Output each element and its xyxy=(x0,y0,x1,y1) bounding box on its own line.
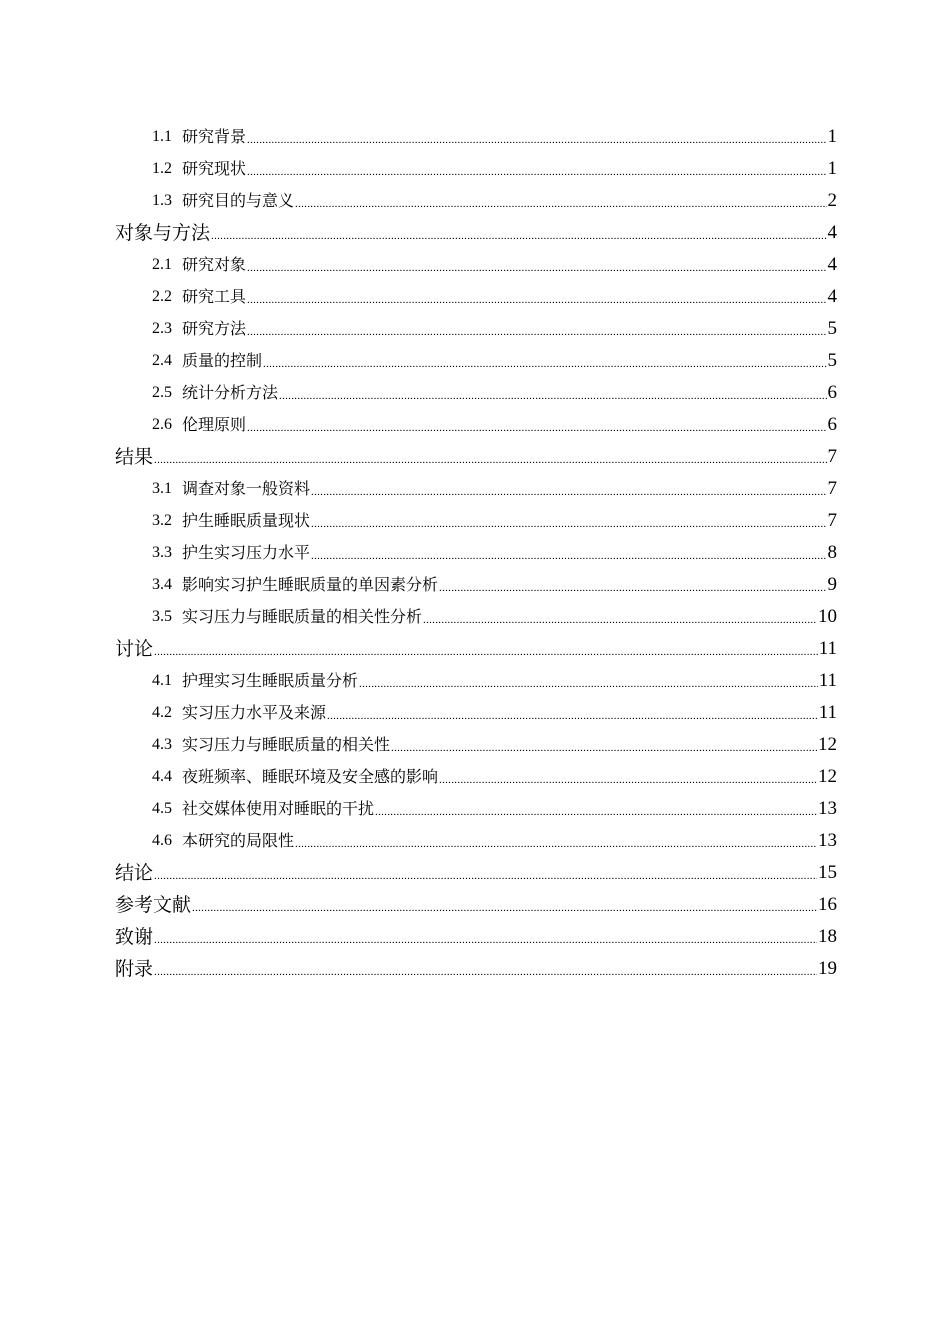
toc-entry-title: 研究对象 xyxy=(182,255,247,274)
toc-page-number: 18 xyxy=(818,926,837,947)
toc-entry-number: 1.3 xyxy=(152,192,172,209)
toc-dot-leader xyxy=(423,606,817,628)
toc-chapter-entry[interactable] xyxy=(115,436,837,468)
toc-section-entry[interactable] xyxy=(115,660,837,692)
toc-chapter-entry[interactable] xyxy=(115,852,837,884)
toc-entry-title: 实习压力与睡眠质量的相关性 xyxy=(182,735,391,754)
toc-entry-title: 护生睡眠质量现状 xyxy=(182,511,311,530)
toc-entry-title: 参考文献 xyxy=(115,894,192,916)
toc-page-number: 9 xyxy=(827,574,837,595)
toc-dot-leader xyxy=(211,222,826,244)
toc-entry-number: 3.5 xyxy=(152,608,172,625)
toc-dot-leader xyxy=(391,734,817,756)
toc-dot-leader xyxy=(439,574,826,596)
toc-page-number: 13 xyxy=(818,798,837,819)
toc-section-entry[interactable] xyxy=(115,724,837,756)
toc-page-number: 4 xyxy=(827,254,837,275)
toc-page-number: 11 xyxy=(818,670,837,691)
toc-section-entry[interactable] xyxy=(115,404,837,436)
toc-dot-leader xyxy=(295,190,826,212)
toc-page-number: 1 xyxy=(827,158,837,179)
toc-entry-title: 调查对象一般资料 xyxy=(182,479,311,498)
toc-section-entry[interactable] xyxy=(115,532,837,564)
toc-dot-leader xyxy=(327,702,818,724)
toc-dot-leader xyxy=(192,894,817,916)
toc-entry-title: 夜班频率、睡眠环境及安全感的影响 xyxy=(182,767,439,786)
toc-entry-number: 2.3 xyxy=(152,320,172,337)
toc-entry-number: 4.4 xyxy=(152,768,172,785)
toc-page-number: 19 xyxy=(818,958,837,979)
toc-section-entry[interactable] xyxy=(115,148,837,180)
toc-page-number: 5 xyxy=(827,318,837,339)
toc-page-number: 15 xyxy=(818,862,837,883)
toc-page-number: 7 xyxy=(827,510,837,531)
toc-entry-title: 讨论 xyxy=(115,638,154,660)
toc-page-number: 6 xyxy=(827,382,837,403)
toc-dot-leader xyxy=(154,862,817,884)
toc-section-entry[interactable] xyxy=(115,340,837,372)
toc-section-entry[interactable] xyxy=(115,596,837,628)
toc-entry-title: 护生实习压力水平 xyxy=(182,543,311,562)
toc-dot-leader xyxy=(311,510,826,532)
toc-entry-number: 3.1 xyxy=(152,480,172,497)
toc-entry-title: 致谢 xyxy=(115,926,154,948)
toc-chapter-entry[interactable] xyxy=(115,884,837,916)
toc-entry-number: 2.2 xyxy=(152,288,172,305)
toc-entry-title: 本研究的局限性 xyxy=(182,831,295,850)
toc-entry-number: 1.2 xyxy=(152,160,172,177)
toc-dot-leader xyxy=(247,158,826,180)
toc-page-number: 13 xyxy=(818,830,837,851)
toc-chapter-entry[interactable] xyxy=(115,916,837,948)
toc-section-entry[interactable] xyxy=(115,820,837,852)
toc-section-entry[interactable] xyxy=(115,276,837,308)
toc-page-number: 8 xyxy=(827,542,837,563)
toc-entry-title: 附录 xyxy=(115,958,154,980)
toc-dot-leader xyxy=(279,382,826,404)
toc-page-number: 7 xyxy=(827,446,837,467)
toc-dot-leader xyxy=(247,254,826,276)
toc-entry-title: 研究目的与意义 xyxy=(182,191,295,210)
toc-entry-title: 统计分析方法 xyxy=(182,383,279,402)
toc-entry-title: 结论 xyxy=(115,862,154,884)
toc-page-number: 6 xyxy=(827,414,837,435)
toc-entry-number: 2.6 xyxy=(152,416,172,433)
toc-section-entry[interactable] xyxy=(115,564,837,596)
toc-dot-leader xyxy=(439,766,817,788)
toc-page-number: 4 xyxy=(827,286,837,307)
toc-dot-leader xyxy=(359,670,818,692)
toc-dot-leader xyxy=(247,126,826,148)
toc-entry-number: 3.4 xyxy=(152,576,172,593)
toc-entry-number: 2.5 xyxy=(152,384,172,401)
toc-entry-title: 实习压力与睡眠质量的相关性分析 xyxy=(182,607,423,626)
table-of-contents xyxy=(115,116,837,980)
toc-page-number: 12 xyxy=(818,766,837,787)
toc-entry-title: 对象与方法 xyxy=(115,222,211,244)
toc-entry-title: 研究工具 xyxy=(182,287,247,306)
toc-dot-leader xyxy=(311,478,826,500)
toc-entry-number: 3.2 xyxy=(152,512,172,529)
toc-section-entry[interactable] xyxy=(115,372,837,404)
toc-dot-leader xyxy=(295,830,817,852)
toc-section-entry[interactable] xyxy=(115,308,837,340)
toc-dot-leader xyxy=(154,638,818,660)
toc-entry-title: 研究背景 xyxy=(182,127,247,146)
toc-entry-title: 伦理原则 xyxy=(182,415,247,434)
toc-dot-leader xyxy=(154,958,817,980)
toc-entry-title: 护理实习生睡眠质量分析 xyxy=(182,671,359,690)
toc-entry-number: 1.1 xyxy=(152,128,172,145)
toc-entry-title: 社交媒体使用对睡眠的干扰 xyxy=(182,799,375,818)
toc-section-entry[interactable] xyxy=(115,244,837,276)
toc-section-entry[interactable] xyxy=(115,788,837,820)
toc-dot-leader xyxy=(247,286,826,308)
toc-entry-number: 4.3 xyxy=(152,736,172,753)
toc-page-number: 10 xyxy=(818,606,837,627)
toc-page-number: 7 xyxy=(827,478,837,499)
toc-page-number: 2 xyxy=(827,190,837,211)
toc-dot-leader xyxy=(263,350,826,372)
toc-page-number: 4 xyxy=(827,222,837,243)
toc-section-entry[interactable] xyxy=(115,756,837,788)
toc-chapter-entry[interactable] xyxy=(115,948,837,980)
toc-section-entry[interactable] xyxy=(115,180,837,212)
toc-page-number: 16 xyxy=(818,894,837,915)
toc-section-entry[interactable] xyxy=(115,116,837,148)
toc-section-entry[interactable] xyxy=(115,692,837,724)
toc-entry-number: 4.2 xyxy=(152,704,172,721)
toc-dot-leader xyxy=(154,926,817,948)
toc-dot-leader xyxy=(154,446,826,468)
toc-page-number: 11 xyxy=(818,702,837,723)
toc-entry-title: 质量的控制 xyxy=(182,351,263,370)
toc-dot-leader xyxy=(375,798,817,820)
toc-entry-title: 研究现状 xyxy=(182,159,247,178)
toc-entry-title: 研究方法 xyxy=(182,319,247,338)
toc-section-entry[interactable] xyxy=(115,500,837,532)
toc-entry-number: 4.6 xyxy=(152,832,172,849)
toc-entry-title: 结果 xyxy=(115,446,154,468)
toc-entry-number: 2.1 xyxy=(152,256,172,273)
toc-chapter-entry[interactable] xyxy=(115,628,837,660)
toc-entry-title: 影响实习护生睡眠质量的单因素分析 xyxy=(182,575,439,594)
toc-dot-leader xyxy=(247,318,826,340)
toc-dot-leader xyxy=(247,414,826,436)
toc-entry-number: 4.5 xyxy=(152,800,172,817)
toc-entry-title: 实习压力水平及来源 xyxy=(182,703,327,722)
toc-dot-leader xyxy=(311,542,826,564)
toc-page-number: 5 xyxy=(827,350,837,371)
toc-page-number: 1 xyxy=(827,126,837,147)
toc-page-number: 11 xyxy=(818,638,837,659)
toc-entry-number: 2.4 xyxy=(152,352,172,369)
toc-entry-number: 3.3 xyxy=(152,544,172,561)
toc-page-number: 12 xyxy=(818,734,837,755)
toc-entry-number: 4.1 xyxy=(152,672,172,689)
toc-chapter-entry[interactable] xyxy=(115,212,837,244)
toc-section-entry[interactable] xyxy=(115,468,837,500)
